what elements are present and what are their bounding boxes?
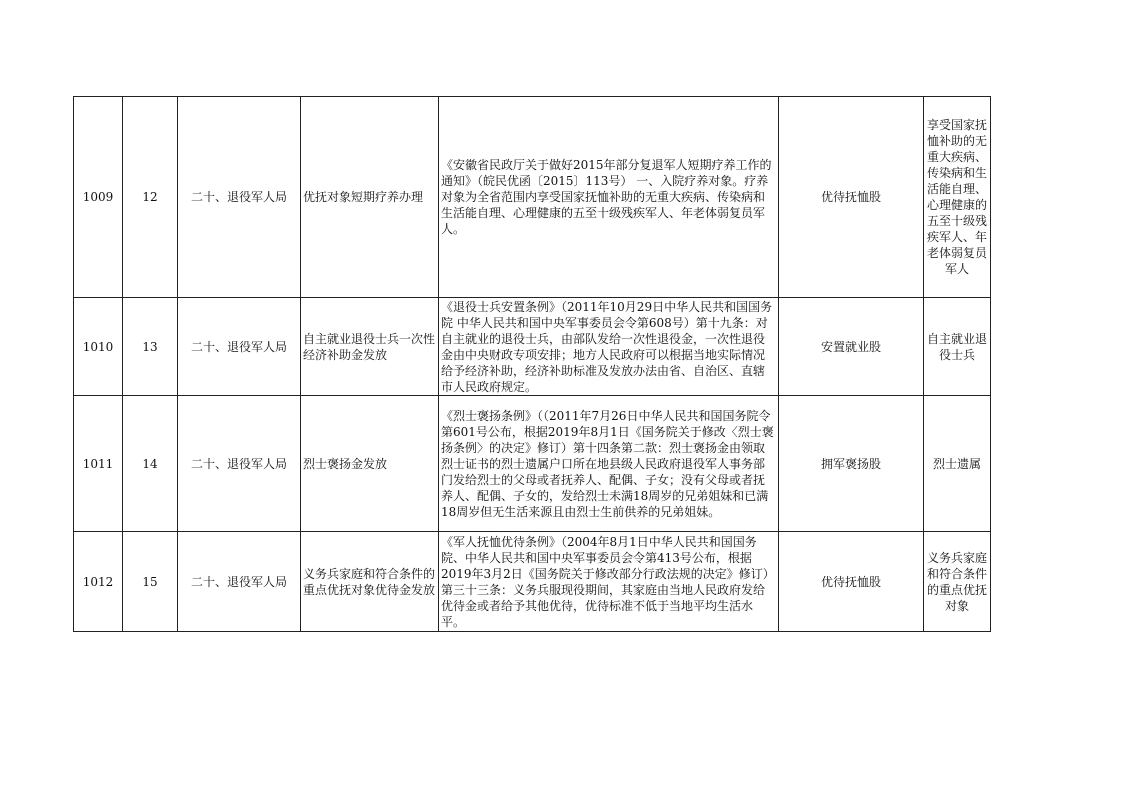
- row-seq-cell: 15: [123, 532, 178, 632]
- legal-basis-cell: 《烈士褒扬条例》（（2011年7月26日中华人民共和国国务院令第601号公布，根据2019年8月1日《国务院关于修改〈烈士褒扬条例〉的决定》修订）第十四条第二款：烈士褒扬金由领取烈士证书的烈士遗属户口所在地县级人民政府退役军人事务部门发给烈士的父母或者抚养人、配偶、子女；没有父母或者抚养人、配偶、子女的，发给烈士未满18周岁的兄弟姐妹和已满18周岁但无生活来源且由烈士生前供养的兄弟姐妹。: [439, 396, 779, 532]
- row-id-cell: 1009: [74, 97, 123, 298]
- department-cell: 二十、退役军人局: [178, 97, 301, 298]
- table-row: [74, 97, 991, 298]
- table-row: [74, 298, 991, 396]
- service-object-cell: 自主就业退役士兵: [924, 298, 991, 396]
- row-id-cell: 1011: [74, 396, 123, 532]
- item-name-cell: 义务兵家庭和符合条件的重点优抚对象优待金发放: [301, 532, 439, 632]
- row-seq-cell: 12: [123, 97, 178, 298]
- row-seq-cell: 14: [123, 396, 178, 532]
- legal-basis-cell: 《军人抚恤优待条例》（2004年8月1日中华人民共和国国务院、中华人民共和国中央军事委员会令第413号公布，根据2019年3月2日《国务院关于修改部分行政法规的决定》修订）第三十三条：义务兵服现役期间，其家庭由当地人民政府发给优待金或者给予其他优待，优待标准不低于当地平均生活水平。: [439, 532, 779, 632]
- service-items-table: [73, 96, 991, 632]
- service-object-cell: 烈士遗属: [924, 396, 991, 532]
- department-cell: 二十、退役军人局: [178, 396, 301, 532]
- item-name-cell: 优抚对象短期疗养办理: [301, 97, 439, 298]
- responsible-unit-cell: 优待抚恤股: [779, 532, 924, 632]
- table-row: [74, 532, 991, 632]
- responsible-unit-cell: 拥军褒扬股: [779, 396, 924, 532]
- legal-basis-cell: 《退役士兵安置条例》（2011年10月29日中华人民共和国国务院 中华人民共和国中央军事委员会令第608号）第十九条：对自主就业的退役士兵，由部队发给一次性退役金，一次性退役金由中央财政专项安排；地方人民政府可以根据当地实际情况给予经济补助，经济补助标准及发放办法由省、自治区、直辖市人民政府规定。: [439, 298, 779, 396]
- department-cell: 二十、退役军人局: [178, 298, 301, 396]
- service-object-cell: 义务兵家庭和符合条件的重点优抚对象: [924, 532, 991, 632]
- row-id-cell: 1012: [74, 532, 123, 632]
- legal-basis-cell: 《安徽省民政厅关于做好2015年部分复退军人短期疗养工作的通知》（皖民优函〔2015〕113号） 一、入院疗养对象。疗养对象为全省范围内享受国家抚恤补助的无重大疾病、传染病和生活能自理、心理健康的五至十级残疾军人、年老体弱复员军人。: [439, 97, 779, 298]
- table-row: [74, 396, 991, 532]
- item-name-cell: 自主就业退役士兵一次性经济补助金发放: [301, 298, 439, 396]
- service-object-cell: 享受国家抚恤补助的无重大疾病、传染病和生活能自理、心理健康的五至十级残疾军人、年老体弱复员军人: [924, 97, 991, 298]
- department-cell: 二十、退役军人局: [178, 532, 301, 632]
- responsible-unit-cell: 安置就业股: [779, 298, 924, 396]
- item-name-cell: 烈士褒扬金发放: [301, 396, 439, 532]
- row-seq-cell: 13: [123, 298, 178, 396]
- responsible-unit-cell: 优待抚恤股: [779, 97, 924, 298]
- row-id-cell: 1010: [74, 298, 123, 396]
